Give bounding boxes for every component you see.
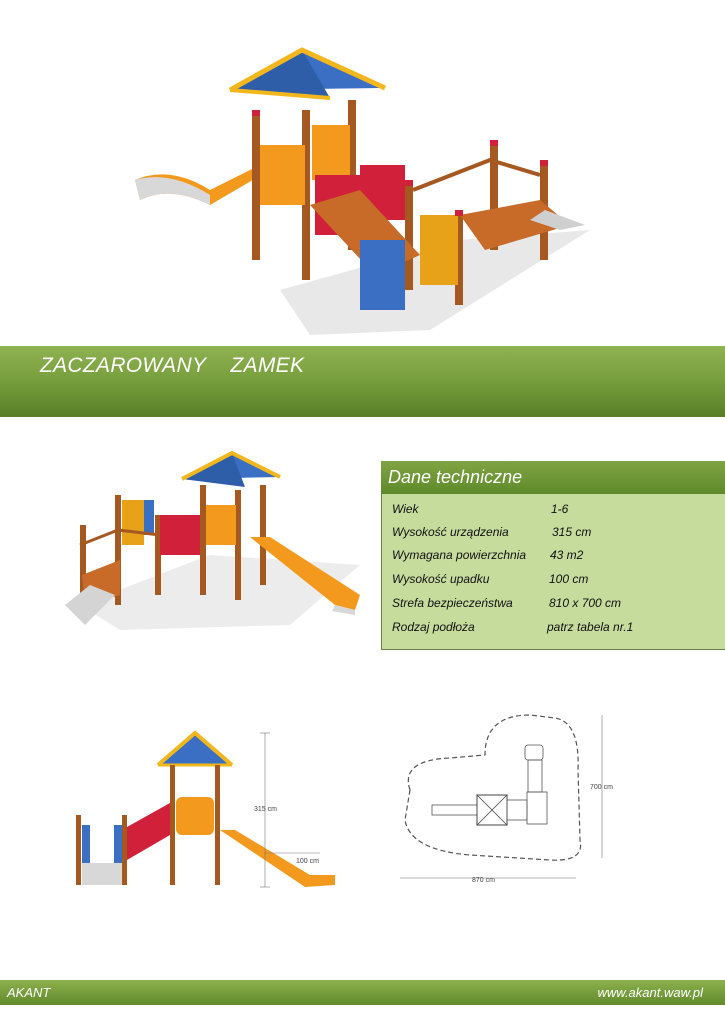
spec-value: patrz tabela nr.1 xyxy=(547,620,634,634)
playground-main-illustration xyxy=(130,40,600,340)
spec-value: 100 cm xyxy=(549,572,589,586)
playground-second-illustration xyxy=(60,445,365,635)
tech-header xyxy=(381,461,725,494)
depth-dim-label: 700 cm xyxy=(590,784,613,791)
title-band xyxy=(0,346,725,417)
side-elevation-drawing xyxy=(70,725,350,895)
spec-label: Wiek xyxy=(392,502,419,516)
tower-panel xyxy=(260,145,305,205)
product-title: ZACZAROWANY ZAMEK xyxy=(40,354,305,377)
footer-brand: AKANT xyxy=(7,985,51,1000)
tech-data-panel xyxy=(381,461,725,649)
spec-label: Wymagana powierzchnia xyxy=(392,548,527,562)
tech-body xyxy=(381,494,725,650)
footer-url[interactable]: www.akant.waw.pl xyxy=(597,985,703,1000)
safety-zone-outline xyxy=(405,715,581,860)
spec-label: Wysokość upadku xyxy=(392,572,490,586)
spec-label: Rodzaj podłoża xyxy=(392,620,475,634)
spec-label: Strefa bezpieczeństwa xyxy=(392,596,513,610)
height-dim-label: 315 cm xyxy=(254,806,277,813)
tech-header-title: Dane techniczne xyxy=(388,467,523,487)
spec-value: 1-6 xyxy=(551,502,569,516)
fall-dim-label: 100 cm xyxy=(296,858,319,865)
footer-band xyxy=(0,980,725,1005)
plan-view-drawing xyxy=(390,710,630,890)
spec-value: 810 x 700 cm xyxy=(549,596,622,610)
width-dim-label: 870 cm xyxy=(472,877,495,884)
tictactoe-panel xyxy=(420,215,458,285)
spec-value: 315 cm xyxy=(552,525,592,539)
spec-label: Wysokość urządzenia xyxy=(392,525,509,539)
blue-door xyxy=(360,240,405,310)
spec-value: 43 m2 xyxy=(550,548,584,562)
